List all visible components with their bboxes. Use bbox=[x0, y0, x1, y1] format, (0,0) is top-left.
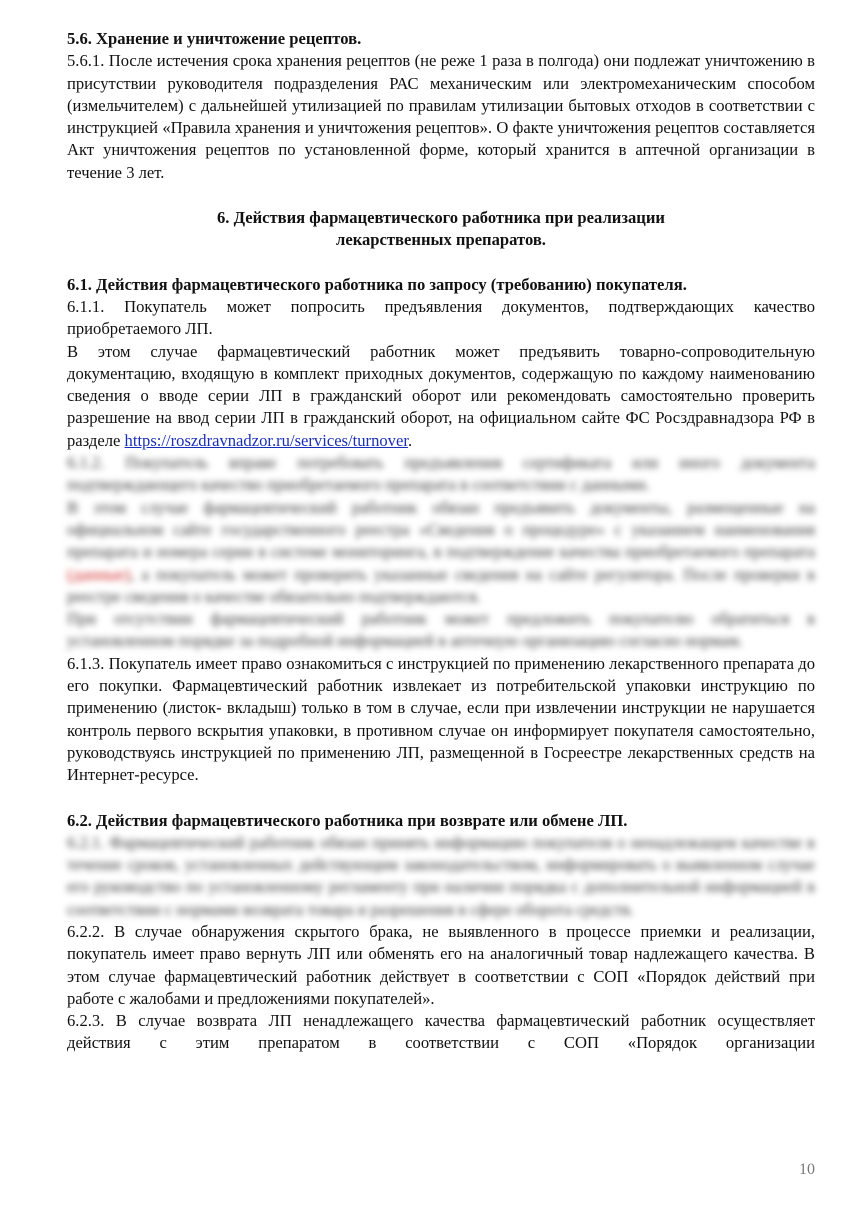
redacted-paragraph-6-2-1: 6.2.1. Фармацевтический работник обязан принять информацию покупателя о ненадлежащем качестве в течение сроков, установленных действующим законодательством, информировать о выявленном случае его руководство по установленному регламенту при наличии порядка с дополнительной информацией в соответствии с нормами возврата товара и разрешения в сфере оборота средств. bbox=[67, 832, 815, 919]
paragraph-6-1-1-detail-text: В этом случае фармацевтический работник может предъявить товарно-сопроводительную документацию, входящую в комплект приходных документов, содержащую по каждому наименованию сведения о вводе серии ЛП в гражданский оборот или рекомендовать самостоятельно проверить разрешение на ввод серии ЛП в гражданский оборот, на официальном сайте ФС Росздравнадзора РФ в разделе bbox=[67, 341, 815, 450]
page-number: 10 bbox=[799, 1161, 815, 1178]
paragraph-5-6-1: 5.6.1. После истечения срока хранения рецептов (не реже 1 раза в полгода) они подлежат уничтожению в присутствии руководителя подразделения РАС механическим или электромеханическим способом (измельчителем) с дальнейшей утилизацией по правилам утилизации бытовых отходов в соответствии с инструкцией «Правила хранения и уничтожения рецептов». О факте уничтожения рецептов составляется Акт уничтожения рецептов по установленной форме, который хранится в аптечной организации в течение 3 лет. bbox=[67, 51, 815, 182]
section-6-1-title: 6.1. Действия фармацевтического работника по запросу (требованию) покупателя. bbox=[67, 274, 687, 294]
paragraph-6-1-1: 6.1.1. Покупатель может попросить предъявления документов, подтверждающих качество приобретаемого ЛП. bbox=[67, 296, 815, 339]
section-5-6-title: 5.6. Хранение и уничтожение рецептов. bbox=[67, 29, 362, 48]
section-6-2-title: 6.2. Действия фармацевтического работника при возврате или обмене ЛП. bbox=[67, 810, 628, 830]
section-6-title bbox=[67, 207, 815, 252]
redacted-paragraph-6-1-2: 6.1.2. Покупатель вправе потребовать предъявления сертификата или иного документа подтверждающего качество приобретаемого препарата в соответствии с данными. В этом случае фармацевтический работник обязан предъявить документы, размещенные на официальном сайте государственного реестра «Сведения о процедуре» с указанием наименования препарата и номера серии в системе мониторинга, в подтверждение качества приобретаемого препарата (данные), а покупатель может проверить указанные сведения на сайте регулятора. После проверки в реестре сведения о качестве обязательно подтверждаются. При отсутствии фармацевтический работник может предложить покупателю обратиться в установленном порядке за подробной информацией в аптечную организацию согласно нормам. bbox=[67, 453, 815, 651]
section-6-title-line2: лекарственных препаратов. bbox=[336, 230, 546, 250]
paragraph-6-2-3: 6.2.3. В случае возврата ЛП ненадлежащего качества фармацевтический работник осуществляет действия с этим препаратом в соответствии с СОП «Порядок организации bbox=[67, 1011, 815, 1053]
paragraph-6-1-3: 6.1.3. Покупатель имеет право ознакомиться с инструкцией по применению лекарственного препарата до его покупки. Фармацевтический работник извлекает из потребительской упаковки инструкцию по применению (листок- вкладыш) только в том в случае, если при извлечении инструкции не нарушается контроль первого вскрытия упаковки, в противном случае он информирует покупателя самостоятельно, руководствуясь инструкцией по применению ЛП, размещенной в Госреестре лекарственных средств на Интернет-ресурсе. bbox=[67, 653, 815, 785]
link-trailing-period: . bbox=[407, 430, 413, 450]
section-6-title-line1: 6. Действия фармацевтического работника при реализации bbox=[217, 208, 665, 228]
paragraph-6-1-1-detail bbox=[67, 341, 815, 452]
roszdravnadzor-link[interactable]: https://roszdravnadzor.ru/services/turnover bbox=[124, 430, 408, 450]
document-page bbox=[67, 28, 815, 1055]
paragraph-6-2-2: 6.2.2. В случае обнаружения скрытого брака, не выявленного в процессе приемки и реализации, покупатель имеет право вернуть ЛП или обменять его на аналогичный товар надлежащего качества. В этом случае фармацевтический работник действует в соответствии с СОП «Порядок действий при работе с жалобами и предложениями покупателей». bbox=[67, 921, 815, 1008]
